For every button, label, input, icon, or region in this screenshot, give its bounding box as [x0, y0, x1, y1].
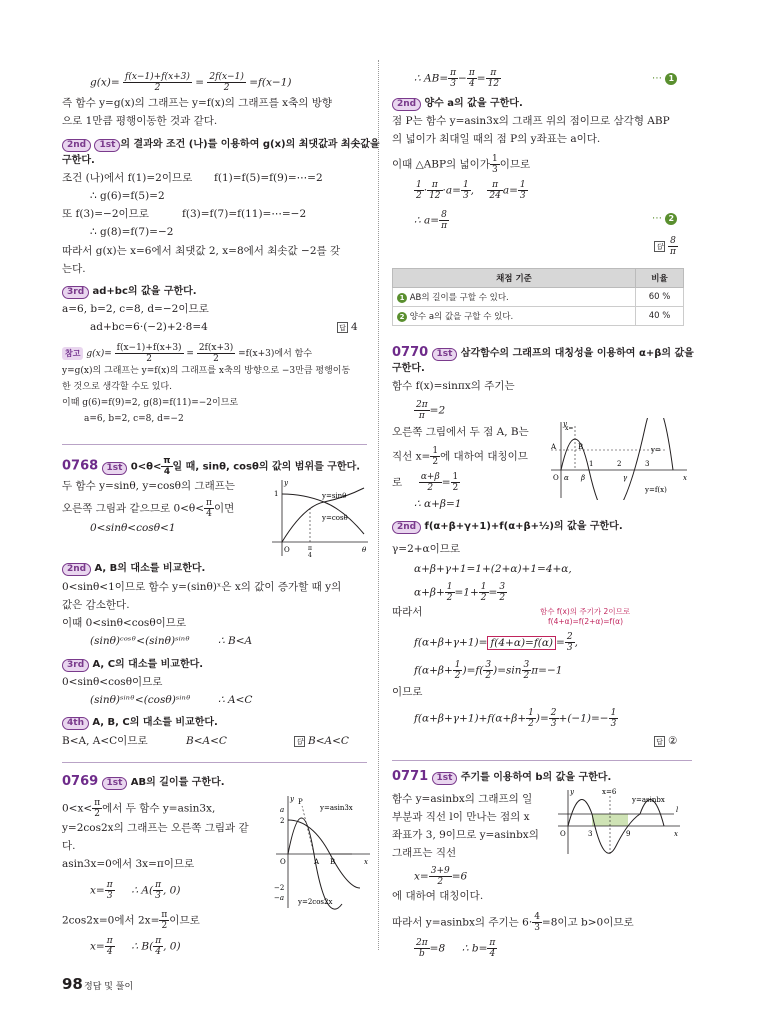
origin-label: O: [280, 858, 286, 866]
f-label: y=asinbx: [632, 796, 665, 804]
y-eq-label: y=: [651, 446, 661, 454]
answer-icon: 답: [654, 736, 665, 747]
text-line: 으로 1만큼 평행이동한 것과 같다.: [62, 115, 218, 127]
point-A-label: A: [551, 443, 557, 451]
step-badge: 1st: [102, 462, 128, 475]
scoring-table: [392, 268, 684, 326]
minus-two-label: −2: [274, 884, 285, 892]
text-line: ∴ α+β=1: [414, 498, 462, 510]
step-heading: 3rd ad+bc의 값을 구한다.: [62, 285, 197, 299]
text-line: f(α+β+ $\frac{1}{2}$ )=f( $\frac{3}{2}$ )=sin $\frac{3}{2}$ π=−1: [414, 660, 563, 681]
step-badge: 1st: [94, 139, 120, 152]
text-line: 는다.: [62, 263, 86, 275]
text-line: α+β+γ+1=1+(2+α)+1=4+α,: [414, 563, 572, 575]
text-line: α+β+ $\frac{1}{2}$ =1+ $\frac{1}{2}$ = $\frac{3}{2}$: [414, 582, 506, 603]
x6-label: x=6: [602, 788, 617, 796]
step-heading: 2nd 1st 의 결과와 조건 (나)를 이용하여 g(x)의 최댓값과 최솟값을: [62, 138, 380, 152]
answer: 답 B<A<C: [294, 735, 349, 748]
reference-tag: 참고: [62, 347, 83, 360]
origin-label: O: [284, 546, 290, 554]
text-line: ∴ g(6)=f(5)=2: [90, 190, 165, 202]
annotation: 함수 f(x)의 주기가 2이므로: [540, 607, 631, 616]
sin-cos-graph: [264, 476, 370, 558]
f-label: y=f(x): [645, 486, 667, 494]
text-line: 따라서 y=asinbx의 주기는 6· $\frac{4}{3}$ =8이고 b>0이므로: [392, 912, 634, 933]
step-badge: 1st: [432, 772, 458, 785]
tick-3-label: 3: [645, 460, 650, 468]
text-line: 2cos2x=0에서 2x= $\frac{\pi}{2}$ 이므로: [62, 910, 200, 931]
step-badge: 2nd: [62, 139, 91, 152]
step-heading: 4th A, B, C의 대소를 비교한다.: [62, 716, 218, 730]
text-line: 이때 △ABP의 넓이가 $\frac{1}{3}$ 이므로: [392, 154, 531, 175]
x-eq-label: x=: [565, 425, 574, 432]
step-marker-icon: 2: [665, 213, 677, 225]
line-l-label: l: [676, 806, 679, 814]
text-line: 함수 f(x)=sinπx의 주기는: [392, 380, 515, 392]
g-definition-line: g(x)= $\frac{f(x-1)+f(x+3)}{2}$ = $\frac{2f(x-1)}{2}$ =f(x−1): [90, 72, 292, 93]
table-header: 비율: [636, 269, 684, 288]
pi-label: π: [308, 545, 312, 552]
point-A-label: A: [314, 858, 320, 866]
step-marker-icon: 1: [397, 293, 407, 303]
minus-a-label: −a: [274, 894, 285, 902]
four-label: 4: [308, 552, 312, 558]
y-label: y: [563, 420, 567, 428]
beta-label: β: [581, 474, 586, 482]
text-line: x= $\frac{\pi}{3}$ ∴ A( $\frac{\pi}{3}$ , 0): [90, 880, 181, 901]
text-line: f(α+β+γ+1)= f(4+α)=f(α) = $\frac{2}{3}$ ,: [414, 632, 578, 653]
text-line: f(α+β+γ+1)+f(α+β+ $\frac{1}{2}$ )= $\frac{2}{3}$ +(−1)=− $\frac{1}{3}$: [414, 708, 617, 729]
text-line: 조건 (나)에서 f(1)=2이므로: [62, 172, 193, 184]
origin-label: O: [560, 830, 566, 838]
step-badge: 1st: [102, 777, 128, 790]
text-line: B<A<C: [186, 735, 227, 747]
x-label: x: [674, 830, 678, 838]
step-heading: 2nd 양수 a의 값을 구한다.: [392, 97, 523, 111]
problem-0768-heading: 0768 1st 0<θ< $\frac{\pi}{4}$ 일 때, sinθ, cosθ의 값의 범위를 구한다.: [62, 456, 361, 477]
step-badge: 3rd: [62, 286, 89, 299]
answer: 답 ②: [654, 735, 677, 748]
step-heading-cont: 구한다.: [62, 155, 95, 166]
annotation: f(4+α)=f(2+α)=f(α): [548, 617, 623, 626]
step-badge: 2nd: [392, 521, 421, 534]
problem-divider: [392, 760, 692, 761]
text-line: (sinθ)ˢⁱⁿᶿ<(cosθ)ˢⁱⁿᶿ: [90, 694, 191, 706]
text-line: 또 f(3)=−2이므로: [62, 208, 149, 220]
text-line: ∴ A<C: [218, 694, 253, 706]
text-line: 다.: [62, 840, 76, 852]
a-value: ∴ a= $\frac{8}{\pi}$: [414, 210, 447, 231]
point-B-label: B: [578, 443, 584, 451]
text-line: x= $\frac{\pi}{4}$ ∴ B( $\frac{\pi}{4}$ , 0): [90, 936, 181, 957]
text-line: 즉 함수 y=g(x)의 그래프는 y=f(x)의 그래프를 x축의 방향: [62, 97, 333, 109]
text-line: 오른쪽 그림과 같으므로 0<θ< $\frac{\pi}{4}$ 이면: [62, 498, 235, 519]
text-line: y=2cos2x의 그래프는 오른쪽 그림과 같: [62, 822, 249, 834]
cos-label: y=2cos2x: [298, 898, 333, 906]
point-B-label: B: [330, 858, 336, 866]
text-line: γ=2+α이므로: [392, 543, 461, 555]
tick-1-label: 1: [589, 460, 594, 468]
text-line: $\frac{2\pi}{b}$ =8 ∴ b= $\frac{\pi}{4}$: [416, 938, 496, 959]
text-line: 0<sinθ<cosθ이므로: [62, 676, 163, 688]
sin-label: y=sinθ: [322, 492, 347, 500]
step-badge: 2nd: [62, 563, 91, 576]
asin-label: y=asin3x: [320, 804, 353, 812]
answer: 답 4: [337, 321, 358, 334]
reference-line: 한 것으로 생각할 수도 있다.: [62, 382, 172, 392]
problem-0771-heading: 0771 1st 주기를 이용하여 b의 값을 구한다.: [392, 769, 612, 784]
text-line: ∴ B<A: [218, 635, 253, 647]
answer-icon: 답: [337, 322, 348, 333]
a-label: a: [280, 806, 285, 814]
one-label: 1: [274, 490, 279, 498]
y-label: y: [284, 479, 288, 487]
text-line: $\frac{2\pi}{\pi}$ =2: [416, 400, 446, 421]
text-line: f(3)=f(7)=f(11)=⋯=−2: [182, 208, 307, 220]
text-line: 그래프는 직선: [392, 847, 457, 859]
page-number: 98: [62, 975, 83, 993]
text-line: a=6, b=2, c=8, d=−2이므로: [62, 303, 209, 315]
reference-line: a=6, b=2, c=8, d=−2: [84, 414, 184, 424]
table-row: 2 양수 a의 값을 구할 수 있다. 40 %: [393, 307, 684, 326]
asin-2cos-graph: [272, 792, 372, 910]
marker-2: ⋯ 2: [652, 212, 677, 225]
text-line: 부분과 직선 l이 만나는 점의 x: [392, 811, 530, 823]
step-heading: 2nd f(α+β+γ+1)+f(α+β+½)의 값을 구한다.: [392, 520, 623, 534]
problem-divider: [62, 444, 367, 445]
page-label: 정답 및 풀이: [84, 982, 134, 992]
text-line: f(1)=f(5)=f(9)=⋯=2: [214, 172, 323, 184]
theta-label: θ: [362, 546, 367, 554]
text-line: 로 $\frac{\alpha+\beta}{2}$ = $\frac{1}{2}$: [392, 472, 459, 493]
text-line: ∴ g(8)=f(7)=−2: [90, 226, 174, 238]
step-heading-cont: 구한다.: [392, 363, 425, 374]
step-badge: 3rd: [62, 659, 89, 672]
sin-pi-x-graph: [547, 418, 693, 500]
text-line: (sinθ)ᶜᵒˢᶿ<(sinθ)ˢⁱⁿᶿ: [90, 635, 190, 647]
tick-3-label: 3: [588, 830, 593, 838]
ab-length-line: ∴ AB= $\frac{\pi}{3}$ − $\frac{\pi}{4}$ = $\frac{\pi}{12}$: [414, 68, 500, 89]
text-line: ad+bc=6·(−2)+2·8=4: [90, 321, 208, 333]
area-equation: $\frac{1}{2}$ · $\frac{\pi}{12}$ ·a= $\frac{1}{3}$ , $\frac{\pi}{24}$ a= $\frac{1}{3}$: [416, 180, 526, 201]
origin-label: O: [553, 474, 559, 482]
table-header: 채점 기준: [393, 269, 636, 288]
y-label: y: [570, 788, 574, 796]
x-label: x: [364, 858, 368, 866]
reference-line: y=g(x)의 그래프는 y=f(x)의 그래프를 x축의 방향으로 −3만큼 평행이동: [62, 366, 351, 376]
text-line: 이므로: [392, 686, 423, 698]
asin-bx-graph: [554, 786, 684, 856]
marker-1: ⋯ 1: [652, 72, 677, 85]
point-P-label: P: [298, 798, 303, 806]
text-line: 값은 감소한다.: [62, 599, 130, 611]
step-marker-icon: 1: [665, 73, 677, 85]
step-heading: 3rd A, C의 대소를 비교한다.: [62, 658, 203, 672]
text-line: 에 대하여 대칭이다.: [392, 890, 484, 902]
text-line: 점 P는 함수 y=asin3x의 그래프 위의 점이므로 삼각형 ABP: [392, 115, 670, 127]
reference-note: 참고 g(x)= $\frac{f(x-1)+f(x+3)}{2}$ = $\frac{2f(x+3)}{2}$ =f(x+3)에서 함수: [62, 343, 312, 364]
step-marker-icon: 2: [397, 312, 407, 322]
text-line: 의 넓이가 최대일 때의 점 P의 y좌표는 a이다.: [392, 133, 601, 145]
x-label: x: [683, 474, 687, 482]
text-line: asin3x=0에서 3x=π이므로: [62, 858, 195, 870]
text-line: 두 함수 y=sinθ, y=cosθ의 그래프는: [62, 480, 236, 492]
answer-icon: 답: [294, 736, 305, 747]
step-badge: 4th: [62, 717, 89, 730]
problem-0770-heading: 0770 1st 삼각함수의 그래프의 대칭성을 이용하여 α+β의 값을: [392, 345, 694, 360]
text-line: 이때 0<sinθ<cosθ이므로: [62, 617, 187, 629]
y-label: y: [290, 795, 294, 803]
tick-2-label: 2: [617, 460, 622, 468]
text-line: 따라서: [392, 606, 423, 618]
step-badge: 2nd: [392, 98, 421, 111]
alpha-label: α: [564, 474, 569, 482]
text-line: 0<sinθ<cosθ<1: [90, 522, 176, 534]
text-line: 좌표가 3, 9이므로 y=asinbx의: [392, 829, 539, 841]
answer: 답 $\frac{8}{\pi}$: [654, 236, 678, 257]
text-line: 함수 y=asinbx의 그래프의 일: [392, 793, 533, 805]
tick-9-label: 9: [626, 830, 631, 838]
cos-label: y=cosθ: [322, 514, 348, 522]
text-line: 따라서 g(x)는 x=6에서 최댓값 2, x=8에서 최솟값 −2를 갖: [62, 245, 341, 257]
text-line: 0<sinθ<1이므로 함수 y=(sinθ)ˣ은 x의 값이 증가할 때 y의: [62, 581, 342, 593]
gamma-label: γ: [623, 474, 628, 482]
text-line: 오른쪽 그림에서 두 점 A, B는: [392, 426, 529, 438]
step-badge: 1st: [432, 348, 458, 361]
answer-icon: 답: [654, 241, 665, 252]
text-line: 0<x< $\frac{\pi}{2}$ 에서 두 함수 y=asin3x,: [62, 798, 216, 819]
text-line: x= $\frac{3+9}{2}$ =6: [414, 866, 468, 887]
text-line: 직선 x= $\frac{1}{2}$ 에 대하여 대칭이므: [392, 446, 528, 467]
table-row: 1 AB의 길이를 구할 수 있다. 60 %: [393, 288, 684, 307]
problem-0769-heading: 0769 1st AB의 길이를 구한다.: [62, 774, 225, 789]
step-heading: 2nd A, B의 대소를 비교한다.: [62, 562, 205, 576]
column-divider: [378, 60, 379, 950]
reference-line: 이때 g(6)=f(9)=2, g(8)=f(11)=−2이므로: [62, 398, 239, 408]
two-label: 2: [280, 817, 285, 825]
problem-divider: [62, 762, 367, 763]
text-line: B<A, A<C이므로: [62, 735, 148, 747]
